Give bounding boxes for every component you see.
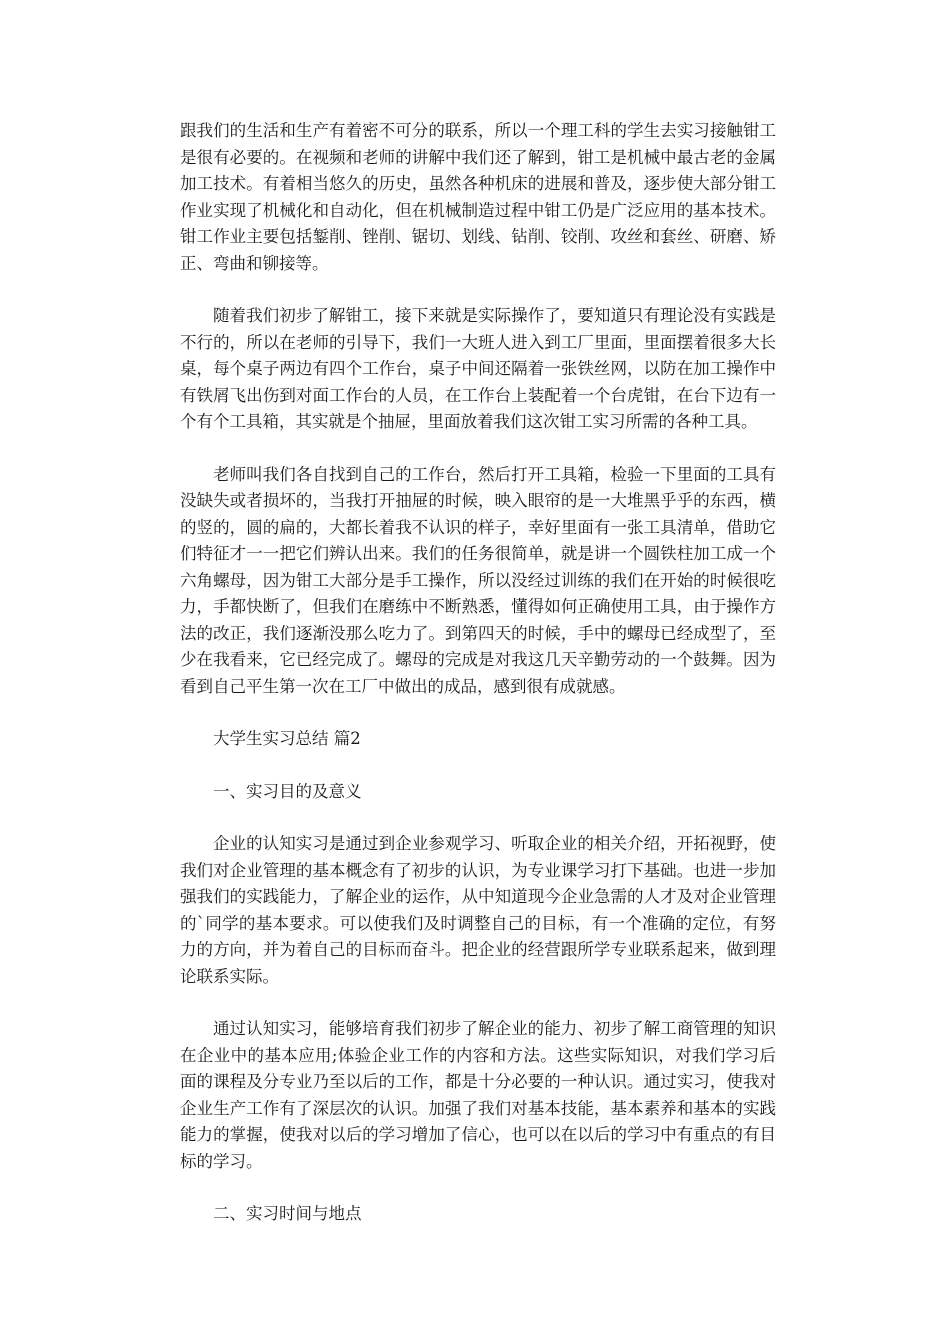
body-paragraph: 企业的认知实习是通过到企业参观学习、听取企业的相关介绍，开拓视野，使我们对企业管理的基本概念有了初步的认识，为专业课学习打下基础。也进一步加强我们的实践能力，了解企业的运作，从中知道现今企业急需的人才及对企业管理的`同学的基本要求。可以使我们及时调整自己的目标，有一个准确的定位，有努力的方向，并为着自己的目标而奋斗。把企业的经营跟所学专业联系起来，做到理论联系实际。 [180, 834, 776, 986]
section-title: 大学生实习总结 篇2 [213, 729, 361, 748]
body-paragraph: 老师叫我们各自找到自己的工作台，然后打开工具箱，检验一下里面的工具有没缺失或者损坏的，当我打开抽屉的时候，映入眼帘的是一大堆黑乎乎的东西，横的竖的，圆的扁的，大都长着我不认识的样子，幸好里面有一张工具清单，借助它们特征才一一把它们辨认出来。我们的任务很简单，就是讲一个圆铁柱加工成一个六角螺母，因为钳工大部分是手工操作，所以没经过训练的我们在开始的时候很吃力，手都快断了，但我们在磨练中不断熟悉，懂得如何正确使用工具，由于操作方法的改正，我们逐渐没那么吃力了。到第四天的时候，手中的螺母已经成型了，至少在我看来，它已经完成了。螺母的完成是对我这几天辛勤劳动的一个鼓舞。因为看到自己平生第一次在工厂中做出的成品，感到很有成就感。 [180, 464, 776, 696]
body-paragraph: 随着我们初步了解钳工，接下来就是实际操作了，要知道只有理论没有实践是不行的，所以在老师的引导下，我们一大班人进入到工厂里面，里面摆着很多大长桌，每个桌子两边有四个工作台，桌子中间还隔着一张铁丝网，以防在加工操作中有铁屑飞出伤到对面工作台的人员，在工作台上装配着一个台虎钳，在台下边有一个有个工具箱，其实就是个抽屉，里面放着我们这次钳工实习所需的各种工具。 [180, 306, 776, 431]
section-heading: 二、实习时间与地点 [213, 1204, 362, 1223]
document-body [180, 118, 776, 1254]
body-paragraph: 跟我们的生活和生产有着密不可分的联系，所以一个理工科的学生去实习接触钳工是很有必要的。在视频和老师的讲解中我们还了解到，钳工是机械中最古老的金属加工技术。有着相当悠久的历史，虽然各种机床的进展和普及，逐步使大部分钳工作业实现了机械化和自动化，但在机械制造过程中钳工仍是广泛应用的基本技术。钳工作业主要包括錾削、锉削、锯切、划线、钻削、铰削、攻丝和套丝、研磨、矫正、弯曲和铆接等。 [180, 121, 776, 273]
body-paragraph: 通过认知实习，能够培育我们初步了解企业的能力、初步了解工商管理的知识在企业中的基本应用;体验企业工作的内容和方法。这些实际知识，对我们学习后面的课程及分专业乃至以后的工作，都是十分必要的一种认识。通过实习，使我对企业生产工作有了深层次的认识。加强了我们对基本技能，基本素养和基本的实践能力的掌握，使我对以后的学习增加了信心，也可以在以后的学习中有重点的有目标的学习。 [180, 1019, 776, 1171]
section-heading: 一、实习目的及意义 [213, 781, 362, 801]
